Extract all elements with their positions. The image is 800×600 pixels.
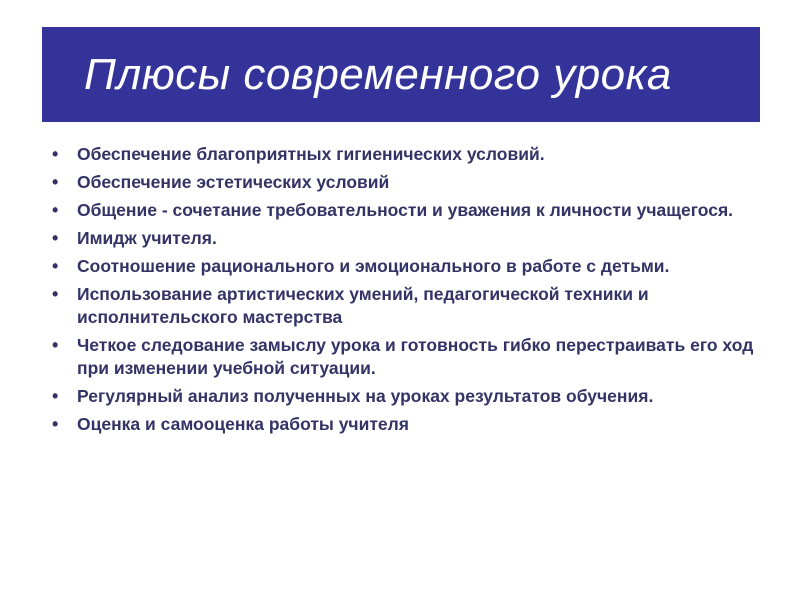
bullet-text: Имидж учителя. — [77, 228, 217, 248]
bullet-icon: • — [52, 386, 59, 406]
bullet-text: Обеспечение благоприятных гигиенических условий. — [77, 144, 545, 164]
bullet-text: Общение - сочетание требовательности и уважения к личности учащегося. — [77, 200, 734, 220]
bullet-text: Использование артистических умений, педагогической техники и исполнительского мастерства — [77, 284, 649, 327]
bullet-item-analysis — [50, 385, 760, 408]
bullet-icon: • — [52, 200, 59, 220]
bullet-item-artistic-skills — [50, 283, 760, 329]
bullet-item-hygiene — [50, 143, 760, 166]
slide-title: Плюсы современного урока — [84, 49, 672, 99]
bullet-icon: • — [52, 284, 59, 304]
bullet-icon: • — [52, 256, 59, 276]
bullet-item-lesson-plan — [50, 334, 760, 380]
title-bar — [42, 27, 760, 122]
bullet-text: Регулярный анализ полученных на уроках результатов обучения. — [77, 386, 654, 406]
bullet-text: Оценка и самооценка работы учителя — [77, 414, 409, 434]
bullet-text: Обеспечение эстетических условий — [77, 172, 390, 192]
bullet-item-rational-emotional — [50, 255, 760, 278]
bullet-item-image — [50, 227, 760, 250]
bullet-text: Четкое следование замыслу урока и готовность гибко перестраивать его ход при изменении учебной ситуации. — [77, 335, 754, 378]
bullet-item-communication — [50, 199, 760, 222]
bullet-item-evaluation — [50, 413, 760, 436]
bullet-text: Соотношение рационального и эмоционального в работе с детьми. — [77, 256, 670, 276]
bullet-item-aesthetic — [50, 171, 760, 194]
bullet-icon: • — [52, 144, 59, 164]
bullet-icon: • — [52, 228, 59, 248]
bullet-list — [50, 143, 760, 441]
bullet-icon: • — [52, 414, 59, 434]
bullet-icon: • — [52, 335, 59, 355]
bullet-icon: • — [52, 172, 59, 192]
